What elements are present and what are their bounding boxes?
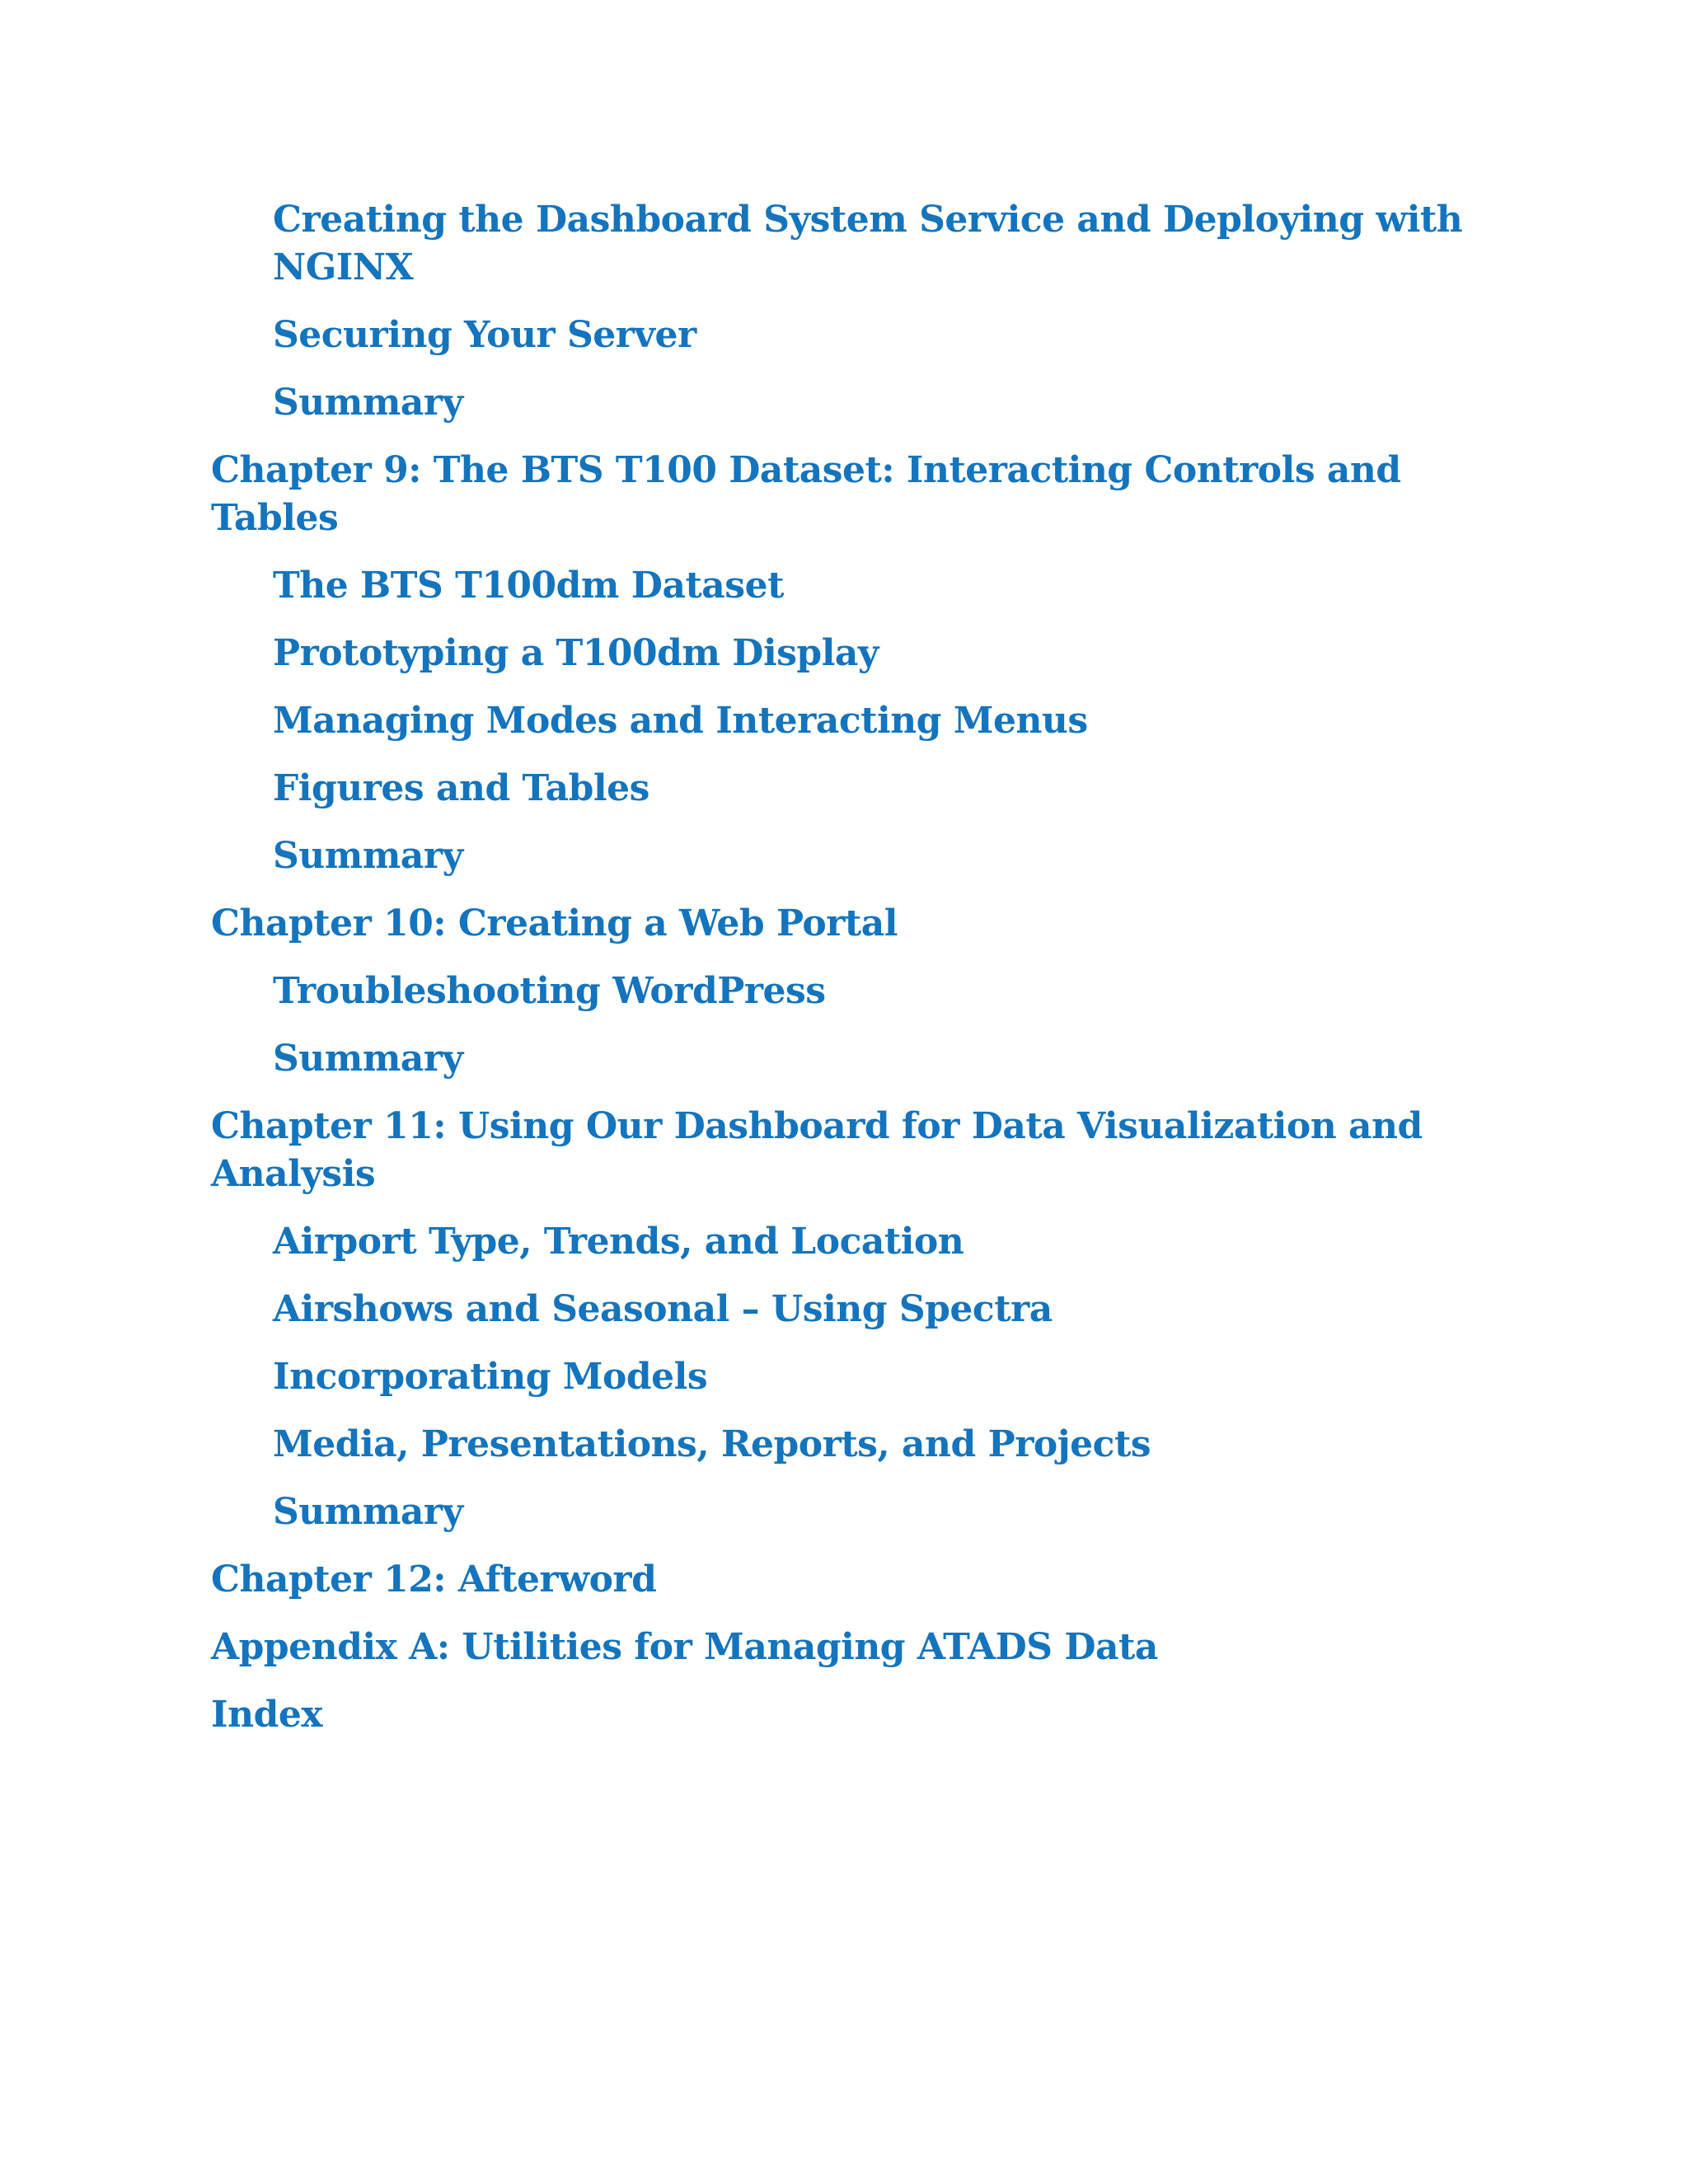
toc-link-chapter-12[interactable]: Chapter 12: Afterword (211, 1558, 657, 1601)
toc-link-bts-t100dm-dataset[interactable]: The BTS T100dm Dataset (273, 565, 784, 607)
toc-link-index[interactable]: Index (211, 1694, 323, 1736)
toc-link-airport-type-trends-location[interactable]: Airport Type, Trends, and Location (273, 1221, 964, 1263)
toc-link-figures-and-tables[interactable]: Figures and Tables (273, 767, 649, 809)
toc-link-creating-dashboard-system-service[interactable]: Creating the Dashboard System Service and Deploying with NGINX (273, 199, 1463, 288)
toc-link-chapter-9[interactable]: Chapter 9: The BTS T100 Dataset: Interacting Controls and Tables (211, 449, 1401, 539)
table-of-contents (211, 196, 1497, 1759)
toc-link-managing-modes[interactable]: Managing Modes and Interacting Menus (273, 700, 1088, 742)
toc-link-summary[interactable]: Summary (273, 835, 463, 877)
toc-link-summary[interactable]: Summary (273, 1038, 463, 1080)
toc-link-summary[interactable]: Summary (273, 382, 463, 424)
toc-link-chapter-10[interactable]: Chapter 10: Creating a Web Portal (211, 902, 898, 944)
toc-link-airshows-and-seasonal[interactable]: Airshows and Seasonal – Using Spectra (273, 1288, 1053, 1330)
toc-link-media-presentations-reports[interactable]: Media, Presentations, Reports, and Projects (273, 1423, 1151, 1465)
toc-link-troubleshooting-wordpress[interactable]: Troubleshooting WordPress (273, 970, 826, 1012)
toc-link-prototyping-t100dm-display[interactable]: Prototyping a T100dm Display (273, 632, 879, 674)
toc-link-securing-your-server[interactable]: Securing Your Server (273, 314, 696, 356)
toc-link-appendix-a[interactable]: Appendix A: Utilities for Managing ATADS Data (211, 1626, 1158, 1668)
toc-link-incorporating-models[interactable]: Incorporating Models (273, 1356, 708, 1398)
toc-link-chapter-11[interactable]: Chapter 11: Using Our Dashboard for Data Visualization and Analysis (211, 1105, 1423, 1195)
toc-link-summary[interactable]: Summary (273, 1491, 463, 1533)
